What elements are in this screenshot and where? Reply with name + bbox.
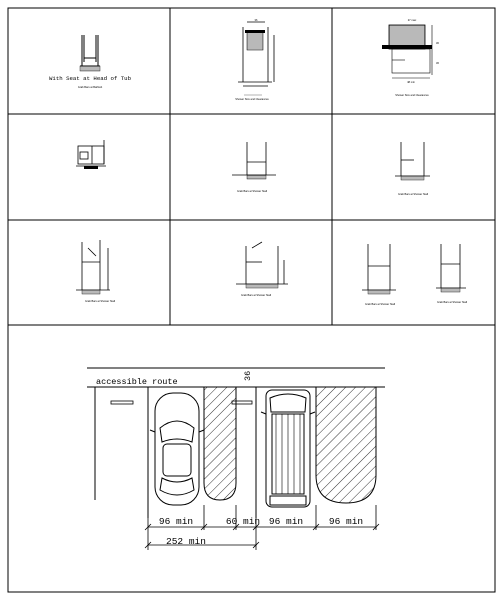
panel-shower-plan	[382, 18, 439, 97]
car-icon	[150, 393, 204, 505]
shower-dim-48: 48 min	[407, 81, 415, 84]
panel-bathtub-seat	[49, 35, 131, 89]
panel-9-subcaption: Grab Bars at Shower Stall	[365, 303, 395, 306]
panel-shower-stall-b	[395, 142, 430, 196]
shower-dim-27: 27 max	[407, 19, 417, 22]
dim-total: 252 min	[166, 536, 206, 547]
panel-6-subcaption: Grab Bars at Shower Stall	[398, 193, 428, 196]
access-aisle-right	[316, 387, 376, 503]
curb-stop-1	[111, 401, 133, 404]
van-icon	[261, 390, 315, 507]
dim-aisle-1: 60 min	[225, 516, 261, 527]
dim-aisle-2: 96 min	[328, 516, 364, 527]
panel-shower-stall-d	[236, 242, 288, 297]
panel-3-subcaption: Shower Size and Clearances	[395, 94, 429, 97]
panel-1-caption: With Seat at Head of Tub	[49, 76, 131, 82]
panel-2-subcaption: Shower Size and Clearances	[235, 98, 269, 101]
panel-7-subcaption: Grab Bars at Shower Stall	[85, 300, 115, 303]
panel-1-subcaption: Grab Bars at Bathtub	[77, 86, 103, 89]
panel-shower-stall-e	[362, 244, 467, 306]
shower-dim-36b: 36	[436, 62, 439, 65]
shower-dim-30: 30	[436, 42, 439, 45]
route-width-label: 36	[243, 370, 253, 381]
panel-shower-stall-a	[232, 142, 276, 193]
shower-dim-36: 36	[254, 19, 258, 22]
access-aisle-left	[204, 387, 236, 500]
dim-stall-2: 96 min	[268, 516, 304, 527]
panel-tub-plan	[76, 140, 106, 169]
parking-plan	[87, 368, 385, 550]
panel-shower-elevation	[235, 18, 274, 101]
panel-shower-stall-c	[76, 240, 115, 303]
panel-8-subcaption: Grab Bars at Shower Stall	[241, 294, 271, 297]
dim-stall-1: 96 min	[158, 516, 194, 527]
panel-5-subcaption: Grab Bars at Shower Stall	[237, 190, 267, 193]
panel-9b-subcaption: Grab Bars at Shower Stall	[437, 301, 467, 304]
route-label: accessible route	[96, 377, 178, 387]
